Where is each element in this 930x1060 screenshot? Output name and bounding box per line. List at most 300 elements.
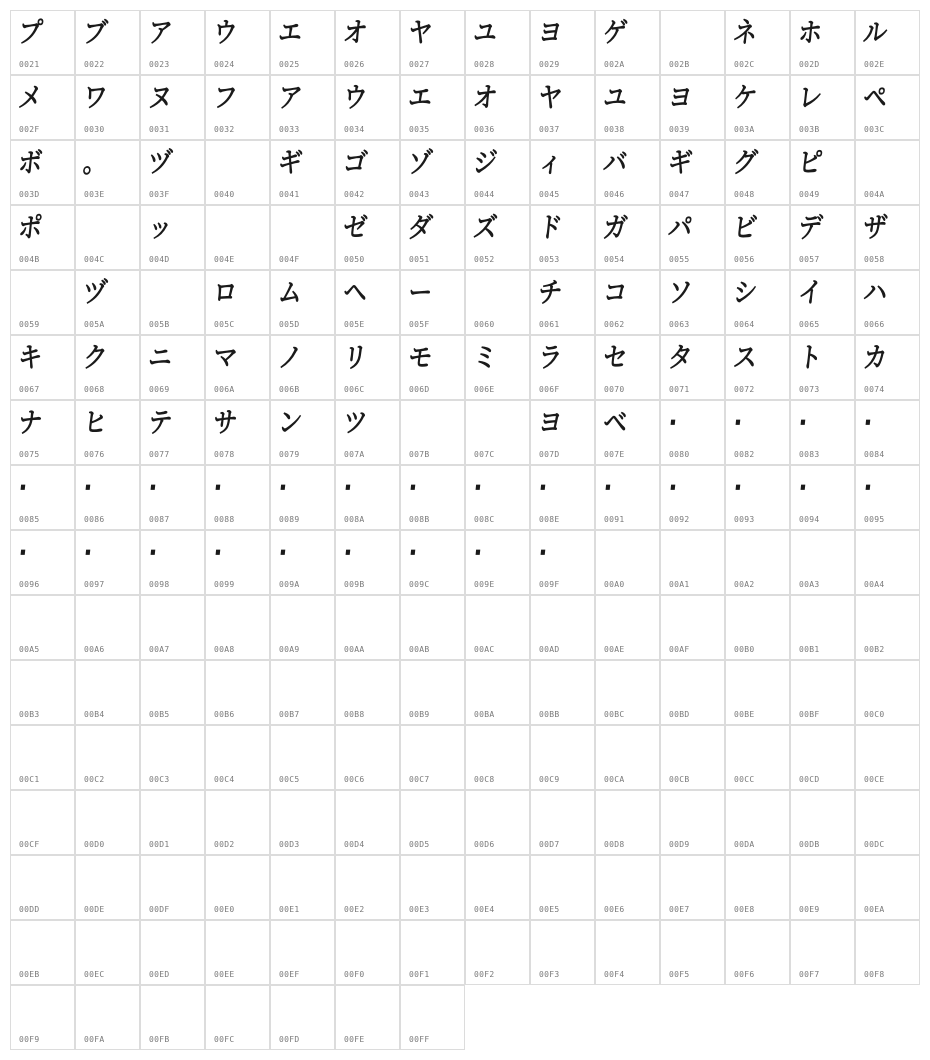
glyph-preview: バ bbox=[601, 146, 629, 179]
glyph-preview: チ bbox=[536, 276, 564, 309]
glyph-cell[interactable] bbox=[75, 790, 140, 855]
glyph-cell[interactable] bbox=[75, 140, 140, 205]
glyph-preview: ペ bbox=[861, 81, 889, 114]
glyph-cell[interactable] bbox=[855, 75, 920, 140]
glyph-cell[interactable] bbox=[400, 660, 465, 725]
glyph-cell[interactable] bbox=[205, 660, 270, 725]
glyph-cell[interactable] bbox=[335, 335, 400, 400]
glyph-cell[interactable] bbox=[855, 205, 920, 270]
glyph-codepoint-label: 0040 bbox=[214, 190, 235, 199]
glyph-codepoint-label: 0085 bbox=[19, 515, 40, 524]
glyph-cell[interactable] bbox=[75, 595, 140, 660]
glyph-codepoint-label: 00CF bbox=[19, 840, 40, 849]
glyph-cell[interactable] bbox=[660, 530, 725, 595]
glyph-cell[interactable] bbox=[400, 725, 465, 790]
glyph-codepoint-label: 0079 bbox=[279, 450, 300, 459]
glyph-codepoint-label: 00D4 bbox=[344, 840, 365, 849]
glyph-cell[interactable] bbox=[270, 530, 335, 595]
glyph-preview: ド bbox=[536, 211, 564, 244]
glyph-cell[interactable] bbox=[140, 140, 205, 205]
glyph-cell[interactable] bbox=[205, 10, 270, 75]
glyph-cell[interactable] bbox=[790, 725, 855, 790]
glyph-cell[interactable] bbox=[10, 10, 75, 75]
glyph-cell[interactable] bbox=[335, 205, 400, 270]
glyph-cell[interactable] bbox=[205, 205, 270, 270]
glyph-cell[interactable] bbox=[270, 725, 335, 790]
glyph-cell[interactable] bbox=[530, 465, 595, 530]
glyph-cell[interactable] bbox=[530, 270, 595, 335]
glyph-preview: ヤ bbox=[406, 16, 434, 49]
glyph-cell[interactable] bbox=[530, 790, 595, 855]
glyph-codepoint-label: 002B bbox=[669, 60, 690, 69]
glyph-cell[interactable] bbox=[140, 205, 205, 270]
glyph-codepoint-label: 00A7 bbox=[149, 645, 170, 654]
glyph-cell[interactable] bbox=[400, 205, 465, 270]
glyph-cell[interactable] bbox=[75, 725, 140, 790]
glyph-cell[interactable] bbox=[140, 985, 205, 1050]
glyph-cell[interactable] bbox=[725, 595, 790, 660]
glyph-cell[interactable] bbox=[205, 790, 270, 855]
glyph-codepoint-label: 00B0 bbox=[734, 645, 755, 654]
glyph-preview: · bbox=[16, 471, 30, 504]
glyph-codepoint-label: 0031 bbox=[149, 125, 170, 134]
glyph-preview: · bbox=[211, 536, 225, 569]
glyph-cell[interactable] bbox=[335, 920, 400, 985]
glyph-codepoint-label: 0084 bbox=[864, 450, 885, 459]
glyph-cell[interactable] bbox=[790, 595, 855, 660]
glyph-cell[interactable] bbox=[400, 270, 465, 335]
glyph-cell[interactable] bbox=[530, 660, 595, 725]
glyph-cell[interactable] bbox=[725, 530, 790, 595]
glyph-cell[interactable] bbox=[855, 790, 920, 855]
glyph-cell[interactable] bbox=[140, 335, 205, 400]
glyph-codepoint-label: 003D bbox=[19, 190, 40, 199]
glyph-cell[interactable] bbox=[725, 790, 790, 855]
glyph-cell[interactable] bbox=[530, 75, 595, 140]
glyph-cell[interactable] bbox=[140, 530, 205, 595]
glyph-cell[interactable] bbox=[790, 920, 855, 985]
glyph-codepoint-label: 00D5 bbox=[409, 840, 430, 849]
glyph-codepoint-label: 002C bbox=[734, 60, 755, 69]
glyph-preview: ダ bbox=[406, 211, 434, 244]
glyph-cell[interactable] bbox=[595, 270, 660, 335]
glyph-cell[interactable] bbox=[790, 400, 855, 465]
glyph-cell[interactable] bbox=[790, 10, 855, 75]
glyph-preview: グ bbox=[731, 146, 759, 179]
glyph-cell[interactable] bbox=[855, 270, 920, 335]
glyph-cell[interactable] bbox=[530, 400, 595, 465]
glyph-codepoint-label: 00FA bbox=[84, 1035, 105, 1044]
glyph-cell[interactable] bbox=[75, 10, 140, 75]
glyph-cell[interactable] bbox=[75, 75, 140, 140]
glyph-cell[interactable] bbox=[790, 465, 855, 530]
glyph-cell[interactable] bbox=[10, 140, 75, 205]
glyph-cell[interactable] bbox=[855, 335, 920, 400]
glyph-cell[interactable] bbox=[725, 335, 790, 400]
glyph-preview: ル bbox=[861, 16, 889, 49]
glyph-cell[interactable] bbox=[790, 660, 855, 725]
glyph-cell[interactable] bbox=[465, 855, 530, 920]
glyph-cell[interactable] bbox=[660, 270, 725, 335]
glyph-cell[interactable] bbox=[465, 920, 530, 985]
glyph-cell[interactable] bbox=[205, 530, 270, 595]
glyph-cell[interactable] bbox=[660, 75, 725, 140]
glyph-codepoint-label: 00ED bbox=[149, 970, 170, 979]
glyph-cell[interactable] bbox=[595, 140, 660, 205]
glyph-cell[interactable] bbox=[660, 335, 725, 400]
glyph-cell[interactable] bbox=[660, 10, 725, 75]
glyph-cell[interactable] bbox=[790, 790, 855, 855]
glyph-codepoint-label: 00C8 bbox=[474, 775, 495, 784]
glyph-codepoint-label: 00EA bbox=[864, 905, 885, 914]
glyph-codepoint-label: 006A bbox=[214, 385, 235, 394]
glyph-grid bbox=[10, 10, 920, 1050]
glyph-cell[interactable] bbox=[530, 205, 595, 270]
glyph-cell[interactable] bbox=[270, 400, 335, 465]
glyph-cell[interactable] bbox=[595, 790, 660, 855]
glyph-cell[interactable] bbox=[205, 140, 270, 205]
glyph-cell[interactable] bbox=[855, 855, 920, 920]
glyph-cell[interactable] bbox=[855, 595, 920, 660]
glyph-cell[interactable] bbox=[205, 855, 270, 920]
glyph-preview: · bbox=[471, 471, 485, 504]
glyph-cell[interactable] bbox=[270, 920, 335, 985]
glyph-cell[interactable] bbox=[465, 335, 530, 400]
glyph-cell[interactable] bbox=[140, 270, 205, 335]
glyph-cell[interactable] bbox=[660, 920, 725, 985]
glyph-cell[interactable] bbox=[790, 855, 855, 920]
glyph-codepoint-label: 0060 bbox=[474, 320, 495, 329]
glyph-preview: · bbox=[861, 471, 875, 504]
glyph-cell[interactable] bbox=[725, 140, 790, 205]
glyph-codepoint-label: 0066 bbox=[864, 320, 885, 329]
glyph-cell[interactable] bbox=[10, 530, 75, 595]
glyph-cell[interactable] bbox=[660, 660, 725, 725]
glyph-cell[interactable] bbox=[270, 595, 335, 660]
glyph-codepoint-label: 00BD bbox=[669, 710, 690, 719]
glyph-cell[interactable] bbox=[335, 725, 400, 790]
glyph-cell[interactable] bbox=[10, 985, 75, 1050]
glyph-cell[interactable] bbox=[205, 920, 270, 985]
glyph-codepoint-label: 007E bbox=[604, 450, 625, 459]
glyph-cell[interactable] bbox=[595, 855, 660, 920]
glyph-cell[interactable] bbox=[465, 595, 530, 660]
glyph-cell[interactable] bbox=[595, 920, 660, 985]
glyph-codepoint-label: 0065 bbox=[799, 320, 820, 329]
glyph-cell[interactable] bbox=[335, 75, 400, 140]
glyph-cell[interactable] bbox=[790, 270, 855, 335]
glyph-codepoint-label: 00E9 bbox=[799, 905, 820, 914]
glyph-cell[interactable] bbox=[335, 660, 400, 725]
glyph-cell[interactable] bbox=[10, 465, 75, 530]
glyph-cell[interactable] bbox=[725, 10, 790, 75]
glyph-preview: オ bbox=[471, 81, 499, 114]
glyph-cell[interactable] bbox=[465, 205, 530, 270]
glyph-cell[interactable] bbox=[270, 660, 335, 725]
glyph-cell[interactable] bbox=[270, 855, 335, 920]
glyph-cell[interactable] bbox=[530, 140, 595, 205]
glyph-cell[interactable] bbox=[140, 400, 205, 465]
glyph-cell[interactable] bbox=[140, 75, 205, 140]
glyph-cell[interactable] bbox=[335, 790, 400, 855]
glyph-cell[interactable] bbox=[335, 465, 400, 530]
glyph-cell[interactable] bbox=[75, 335, 140, 400]
glyph-cell[interactable] bbox=[465, 10, 530, 75]
glyph-cell[interactable] bbox=[270, 270, 335, 335]
glyph-cell[interactable] bbox=[10, 790, 75, 855]
glyph-cell[interactable] bbox=[400, 530, 465, 595]
glyph-cell[interactable] bbox=[790, 335, 855, 400]
glyph-preview: · bbox=[341, 471, 355, 504]
glyph-cell[interactable] bbox=[335, 10, 400, 75]
glyph-codepoint-label: 0027 bbox=[409, 60, 430, 69]
glyph-preview: ザ bbox=[861, 211, 889, 244]
glyph-cell[interactable] bbox=[10, 270, 75, 335]
glyph-cell[interactable] bbox=[400, 985, 465, 1050]
glyph-codepoint-label: 00E2 bbox=[344, 905, 365, 914]
glyph-codepoint-label: 0064 bbox=[734, 320, 755, 329]
glyph-codepoint-label: 00DA bbox=[734, 840, 755, 849]
glyph-preview: 。 bbox=[81, 146, 109, 179]
glyph-cell[interactable] bbox=[465, 140, 530, 205]
glyph-codepoint-label: 00CB bbox=[669, 775, 690, 784]
glyph-preview: ナ bbox=[16, 406, 44, 439]
glyph-cell[interactable] bbox=[725, 75, 790, 140]
glyph-codepoint-label: 00B9 bbox=[409, 710, 430, 719]
glyph-cell[interactable] bbox=[140, 660, 205, 725]
glyph-cell[interactable] bbox=[660, 205, 725, 270]
glyph-cell[interactable] bbox=[855, 10, 920, 75]
glyph-cell[interactable] bbox=[10, 660, 75, 725]
glyph-cell[interactable] bbox=[75, 920, 140, 985]
glyph-cell[interactable] bbox=[335, 270, 400, 335]
glyph-codepoint-label: 00EF bbox=[279, 970, 300, 979]
glyph-cell[interactable] bbox=[270, 465, 335, 530]
glyph-preview: セ bbox=[601, 341, 629, 374]
glyph-cell[interactable] bbox=[855, 530, 920, 595]
glyph-cell[interactable] bbox=[725, 465, 790, 530]
glyph-cell[interactable] bbox=[140, 10, 205, 75]
glyph-cell[interactable] bbox=[595, 10, 660, 75]
glyph-cell[interactable] bbox=[660, 725, 725, 790]
glyph-preview: · bbox=[666, 471, 680, 504]
glyph-cell[interactable] bbox=[10, 595, 75, 660]
glyph-preview: メ bbox=[16, 81, 44, 114]
glyph-cell[interactable] bbox=[205, 725, 270, 790]
glyph-codepoint-label: 0023 bbox=[149, 60, 170, 69]
glyph-cell[interactable] bbox=[10, 920, 75, 985]
glyph-cell[interactable] bbox=[855, 140, 920, 205]
glyph-cell[interactable] bbox=[530, 595, 595, 660]
glyph-cell[interactable] bbox=[400, 920, 465, 985]
glyph-codepoint-label: 00CE bbox=[864, 775, 885, 784]
glyph-cell[interactable] bbox=[205, 400, 270, 465]
glyph-codepoint-label: 009C bbox=[409, 580, 430, 589]
glyph-cell[interactable] bbox=[660, 855, 725, 920]
glyph-cell[interactable] bbox=[465, 465, 530, 530]
glyph-cell[interactable] bbox=[400, 140, 465, 205]
glyph-cell[interactable] bbox=[465, 530, 530, 595]
glyph-cell[interactable] bbox=[400, 10, 465, 75]
glyph-cell[interactable] bbox=[270, 140, 335, 205]
glyph-cell[interactable] bbox=[595, 465, 660, 530]
glyph-cell[interactable] bbox=[335, 530, 400, 595]
glyph-cell[interactable] bbox=[335, 140, 400, 205]
glyph-cell[interactable] bbox=[725, 270, 790, 335]
glyph-cell[interactable] bbox=[465, 790, 530, 855]
glyph-codepoint-label: 00F9 bbox=[19, 1035, 40, 1044]
glyph-preview: · bbox=[796, 471, 810, 504]
glyph-cell[interactable] bbox=[205, 335, 270, 400]
glyph-preview: イ bbox=[796, 276, 824, 309]
glyph-cell[interactable] bbox=[75, 270, 140, 335]
glyph-cell[interactable] bbox=[140, 595, 205, 660]
glyph-codepoint-label: 007A bbox=[344, 450, 365, 459]
glyph-codepoint-label: 0043 bbox=[409, 190, 430, 199]
glyph-cell[interactable] bbox=[595, 400, 660, 465]
glyph-cell[interactable] bbox=[10, 75, 75, 140]
glyph-cell[interactable] bbox=[595, 530, 660, 595]
glyph-codepoint-label: 0056 bbox=[734, 255, 755, 264]
glyph-cell[interactable] bbox=[725, 400, 790, 465]
glyph-cell[interactable] bbox=[75, 660, 140, 725]
glyph-preview: ゾ bbox=[406, 146, 434, 179]
glyph-codepoint-label: 0039 bbox=[669, 125, 690, 134]
glyph-cell[interactable] bbox=[855, 400, 920, 465]
glyph-codepoint-label: 0026 bbox=[344, 60, 365, 69]
glyph-cell[interactable] bbox=[400, 400, 465, 465]
glyph-cell[interactable] bbox=[465, 660, 530, 725]
glyph-cell[interactable] bbox=[10, 725, 75, 790]
glyph-cell[interactable] bbox=[465, 270, 530, 335]
glyph-cell[interactable] bbox=[400, 75, 465, 140]
glyph-cell[interactable] bbox=[400, 335, 465, 400]
glyph-codepoint-label: 00DB bbox=[799, 840, 820, 849]
glyph-cell[interactable] bbox=[75, 205, 140, 270]
glyph-codepoint-label: 0097 bbox=[84, 580, 105, 589]
glyph-cell[interactable] bbox=[205, 270, 270, 335]
glyph-codepoint-label: 0042 bbox=[344, 190, 365, 199]
glyph-cell[interactable] bbox=[270, 75, 335, 140]
glyph-cell[interactable] bbox=[400, 595, 465, 660]
glyph-codepoint-label: 00A3 bbox=[799, 580, 820, 589]
glyph-cell[interactable] bbox=[140, 920, 205, 985]
glyph-codepoint-label: 0073 bbox=[799, 385, 820, 394]
glyph-preview: ア bbox=[146, 16, 174, 49]
glyph-cell[interactable] bbox=[465, 400, 530, 465]
glyph-cell[interactable] bbox=[595, 595, 660, 660]
glyph-cell[interactable] bbox=[465, 725, 530, 790]
glyph-cell[interactable] bbox=[270, 335, 335, 400]
glyph-cell[interactable] bbox=[10, 400, 75, 465]
glyph-cell[interactable] bbox=[10, 205, 75, 270]
glyph-cell[interactable] bbox=[75, 985, 140, 1050]
glyph-cell[interactable] bbox=[400, 465, 465, 530]
glyph-cell[interactable] bbox=[270, 205, 335, 270]
glyph-cell[interactable] bbox=[725, 855, 790, 920]
glyph-cell[interactable] bbox=[205, 985, 270, 1050]
glyph-cell[interactable] bbox=[595, 335, 660, 400]
glyph-cell[interactable] bbox=[140, 855, 205, 920]
glyph-cell[interactable] bbox=[530, 335, 595, 400]
glyph-codepoint-label: 00C1 bbox=[19, 775, 40, 784]
glyph-codepoint-label: 00B1 bbox=[799, 645, 820, 654]
glyph-codepoint-label: 005A bbox=[84, 320, 105, 329]
glyph-cell[interactable] bbox=[335, 595, 400, 660]
glyph-cell[interactable] bbox=[595, 75, 660, 140]
glyph-codepoint-label: 0088 bbox=[214, 515, 235, 524]
glyph-cell[interactable] bbox=[75, 400, 140, 465]
glyph-cell[interactable] bbox=[335, 400, 400, 465]
glyph-cell[interactable] bbox=[75, 855, 140, 920]
glyph-cell[interactable] bbox=[855, 725, 920, 790]
glyph-cell[interactable] bbox=[530, 530, 595, 595]
glyph-cell[interactable] bbox=[205, 595, 270, 660]
glyph-cell[interactable] bbox=[140, 725, 205, 790]
glyph-codepoint-label: 00D3 bbox=[279, 840, 300, 849]
glyph-cell[interactable] bbox=[660, 465, 725, 530]
glyph-cell[interactable] bbox=[790, 205, 855, 270]
glyph-cell[interactable] bbox=[205, 465, 270, 530]
glyph-cell[interactable] bbox=[855, 920, 920, 985]
glyph-cell[interactable] bbox=[660, 140, 725, 205]
glyph-cell[interactable] bbox=[725, 205, 790, 270]
glyph-cell[interactable] bbox=[530, 855, 595, 920]
glyph-cell[interactable] bbox=[140, 790, 205, 855]
glyph-cell[interactable] bbox=[725, 660, 790, 725]
glyph-cell[interactable] bbox=[595, 660, 660, 725]
glyph-cell[interactable] bbox=[400, 855, 465, 920]
glyph-cell[interactable] bbox=[660, 790, 725, 855]
glyph-cell[interactable] bbox=[595, 725, 660, 790]
glyph-cell[interactable] bbox=[530, 10, 595, 75]
glyph-cell[interactable] bbox=[10, 855, 75, 920]
glyph-codepoint-label: 009A bbox=[279, 580, 300, 589]
glyph-cell[interactable] bbox=[725, 920, 790, 985]
glyph-cell[interactable] bbox=[790, 530, 855, 595]
glyph-cell[interactable] bbox=[140, 465, 205, 530]
glyph-codepoint-label: 00A9 bbox=[279, 645, 300, 654]
glyph-codepoint-label: 0030 bbox=[84, 125, 105, 134]
glyph-cell[interactable] bbox=[270, 10, 335, 75]
glyph-cell[interactable] bbox=[335, 985, 400, 1050]
glyph-cell[interactable] bbox=[270, 790, 335, 855]
glyph-preview: · bbox=[536, 536, 550, 569]
glyph-cell[interactable] bbox=[660, 595, 725, 660]
glyph-cell[interactable] bbox=[335, 855, 400, 920]
glyph-cell[interactable] bbox=[790, 140, 855, 205]
glyph-cell[interactable] bbox=[595, 205, 660, 270]
glyph-cell[interactable] bbox=[530, 920, 595, 985]
glyph-codepoint-label: 0053 bbox=[539, 255, 560, 264]
glyph-cell[interactable] bbox=[530, 725, 595, 790]
glyph-cell[interactable] bbox=[465, 75, 530, 140]
glyph-cell[interactable] bbox=[75, 465, 140, 530]
glyph-cell[interactable] bbox=[790, 75, 855, 140]
glyph-codepoint-label: 008A bbox=[344, 515, 365, 524]
glyph-cell[interactable] bbox=[10, 335, 75, 400]
glyph-cell[interactable] bbox=[270, 985, 335, 1050]
glyph-preview: ヨ bbox=[536, 16, 564, 49]
glyph-cell[interactable] bbox=[400, 790, 465, 855]
glyph-codepoint-label: 00D6 bbox=[474, 840, 495, 849]
glyph-cell[interactable] bbox=[725, 725, 790, 790]
glyph-cell[interactable] bbox=[660, 400, 725, 465]
glyph-cell[interactable] bbox=[75, 530, 140, 595]
glyph-cell[interactable] bbox=[855, 660, 920, 725]
glyph-cell[interactable] bbox=[855, 465, 920, 530]
glyph-cell[interactable] bbox=[205, 75, 270, 140]
